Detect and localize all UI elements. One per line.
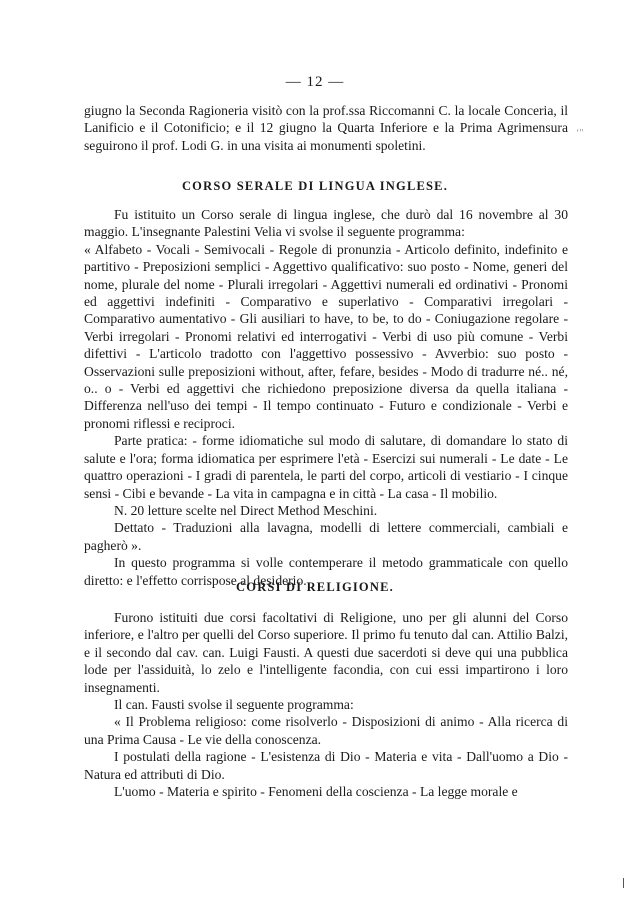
english-course-body [84,206,568,589]
religion-course-body [84,609,568,800]
religion-course-paragraph: « Il Problema religioso: come risolverlo - Disposizioni di animo - Alla ricerca di una Prima Causa - Le vie della conoscenza. [84,714,568,747]
page-number: — 12 — [285,74,345,90]
intro-text: giugno la Seconda Ragioneria visitò con la prof.ssa Riccomanni C. la locale Conceria, il Lanificio e il Cotonificio; e il 12 giugno la Quarta Inferiore e la Prima Agrimensura seguirono il prof. Lodi G. in una visita ai monumenti spoletini. [84,103,568,153]
english-course-heading: CORSO SERALE DI LINGUA INGLESE. [181,179,449,193]
religion-course-paragraph: L'uomo - Materia e spirito - Fenomeni della coscienza - La legge morale e [114,784,518,800]
english-course-paragraph: Parte pratica: - forme idiomatiche sul modo di salutare, di domandare lo stato di salute e l'ora; forma idiomatica per esprimere l'età - Esercizi sui numerali - Le date - Le quattro operazioni - I gradi di parentela, le parti del corpo, articoli di vestiario - I cinque sensi - Cibi e bevande - La vita in campagna e in città - La casa - Il mobilio. [84,433,568,501]
english-course-paragraph: Fu istituito un Corso serale di lingua inglese, che durò dal 16 novembre al 30 maggio. L'insegnante Palestini Velia vi svolse il seguente programma: [84,207,568,240]
religion-course-paragraph: Furono istituiti due corsi facoltativi di Religione, uno per gli alunni del Corso inferiore, e l'altro per quelli del Corso superiore. Il primo fu tenuto dal can. Attilio Balzi, e il secondo dal cav. can. Luigi Fausti. A questi due sacerdoti si deve qui una pubblica lode per l'assiduità, lo zelo e l'intelligente facondia, con cui essi impartirono i loro insegnamenti. [84,610,568,695]
english-course-paragraph: « Alfabeto - Vocali - Semivocali - Regole di pronunzia - Articolo definito, indefinito e partitivo - Preposizioni semplici - Aggettivo qualificativo: suo posto - Nome, generi del nome, plurale del nome - Plurali irregolari - Aggettivi numerali ed ordinativi - Pronomi ed aggettivi indefiniti - Comparativo e superlativo - Comparativi irregolari - Comparativo aumentativo - Gli ausiliari to have, to be, to do - Coniugazione regolare - Verbi irregolari - Pronomi relativi ed interrogativi - Verbi di uso più comune - Verbi difettivi - L'articolo tradotto con l'aggettivo possessivo - Avverbio: suo posto - Osservazioni sulle preposizioni without, after, fefare, besides - Modo di tradurre né.. né, o.. o - Verbi ed aggettivi che richiedono preposizione diversa da quella italiana - Differenza nell'uso dei tempi - Il tempo continuato - Futuro e condizionale - Verbi e pronomi riflessi e reciproci. [84,241,568,431]
religion-course-paragraph: Il can. Fausti svolse il seguente programma: [114,697,354,713]
english-course-paragraph: N. 20 letture scelte nel Direct Method Meschini. [114,502,378,518]
religion-course-paragraph: I postulati della ragione - L'esistenza di Dio - Materia e vita - Dall'uomo a Dio - Natura ed attributi di Dio. [84,749,568,782]
margin-mark: ʻ" [576,128,584,139]
religion-course-heading: CORSI DI RELIGIONE. [236,580,394,594]
english-course-paragraph: In questo programma si volle contemperare il metodo grammaticale con quello diretto: e l'effetto corrispose al desiderio. [84,555,568,588]
english-course-paragraph: Dettato - Traduzioni alla lavagna, modelli di lettere commerciali, cambiali e pagherò ». [84,520,568,553]
scan-edge-mark [623,878,624,888]
intro-paragraph [84,102,568,154]
